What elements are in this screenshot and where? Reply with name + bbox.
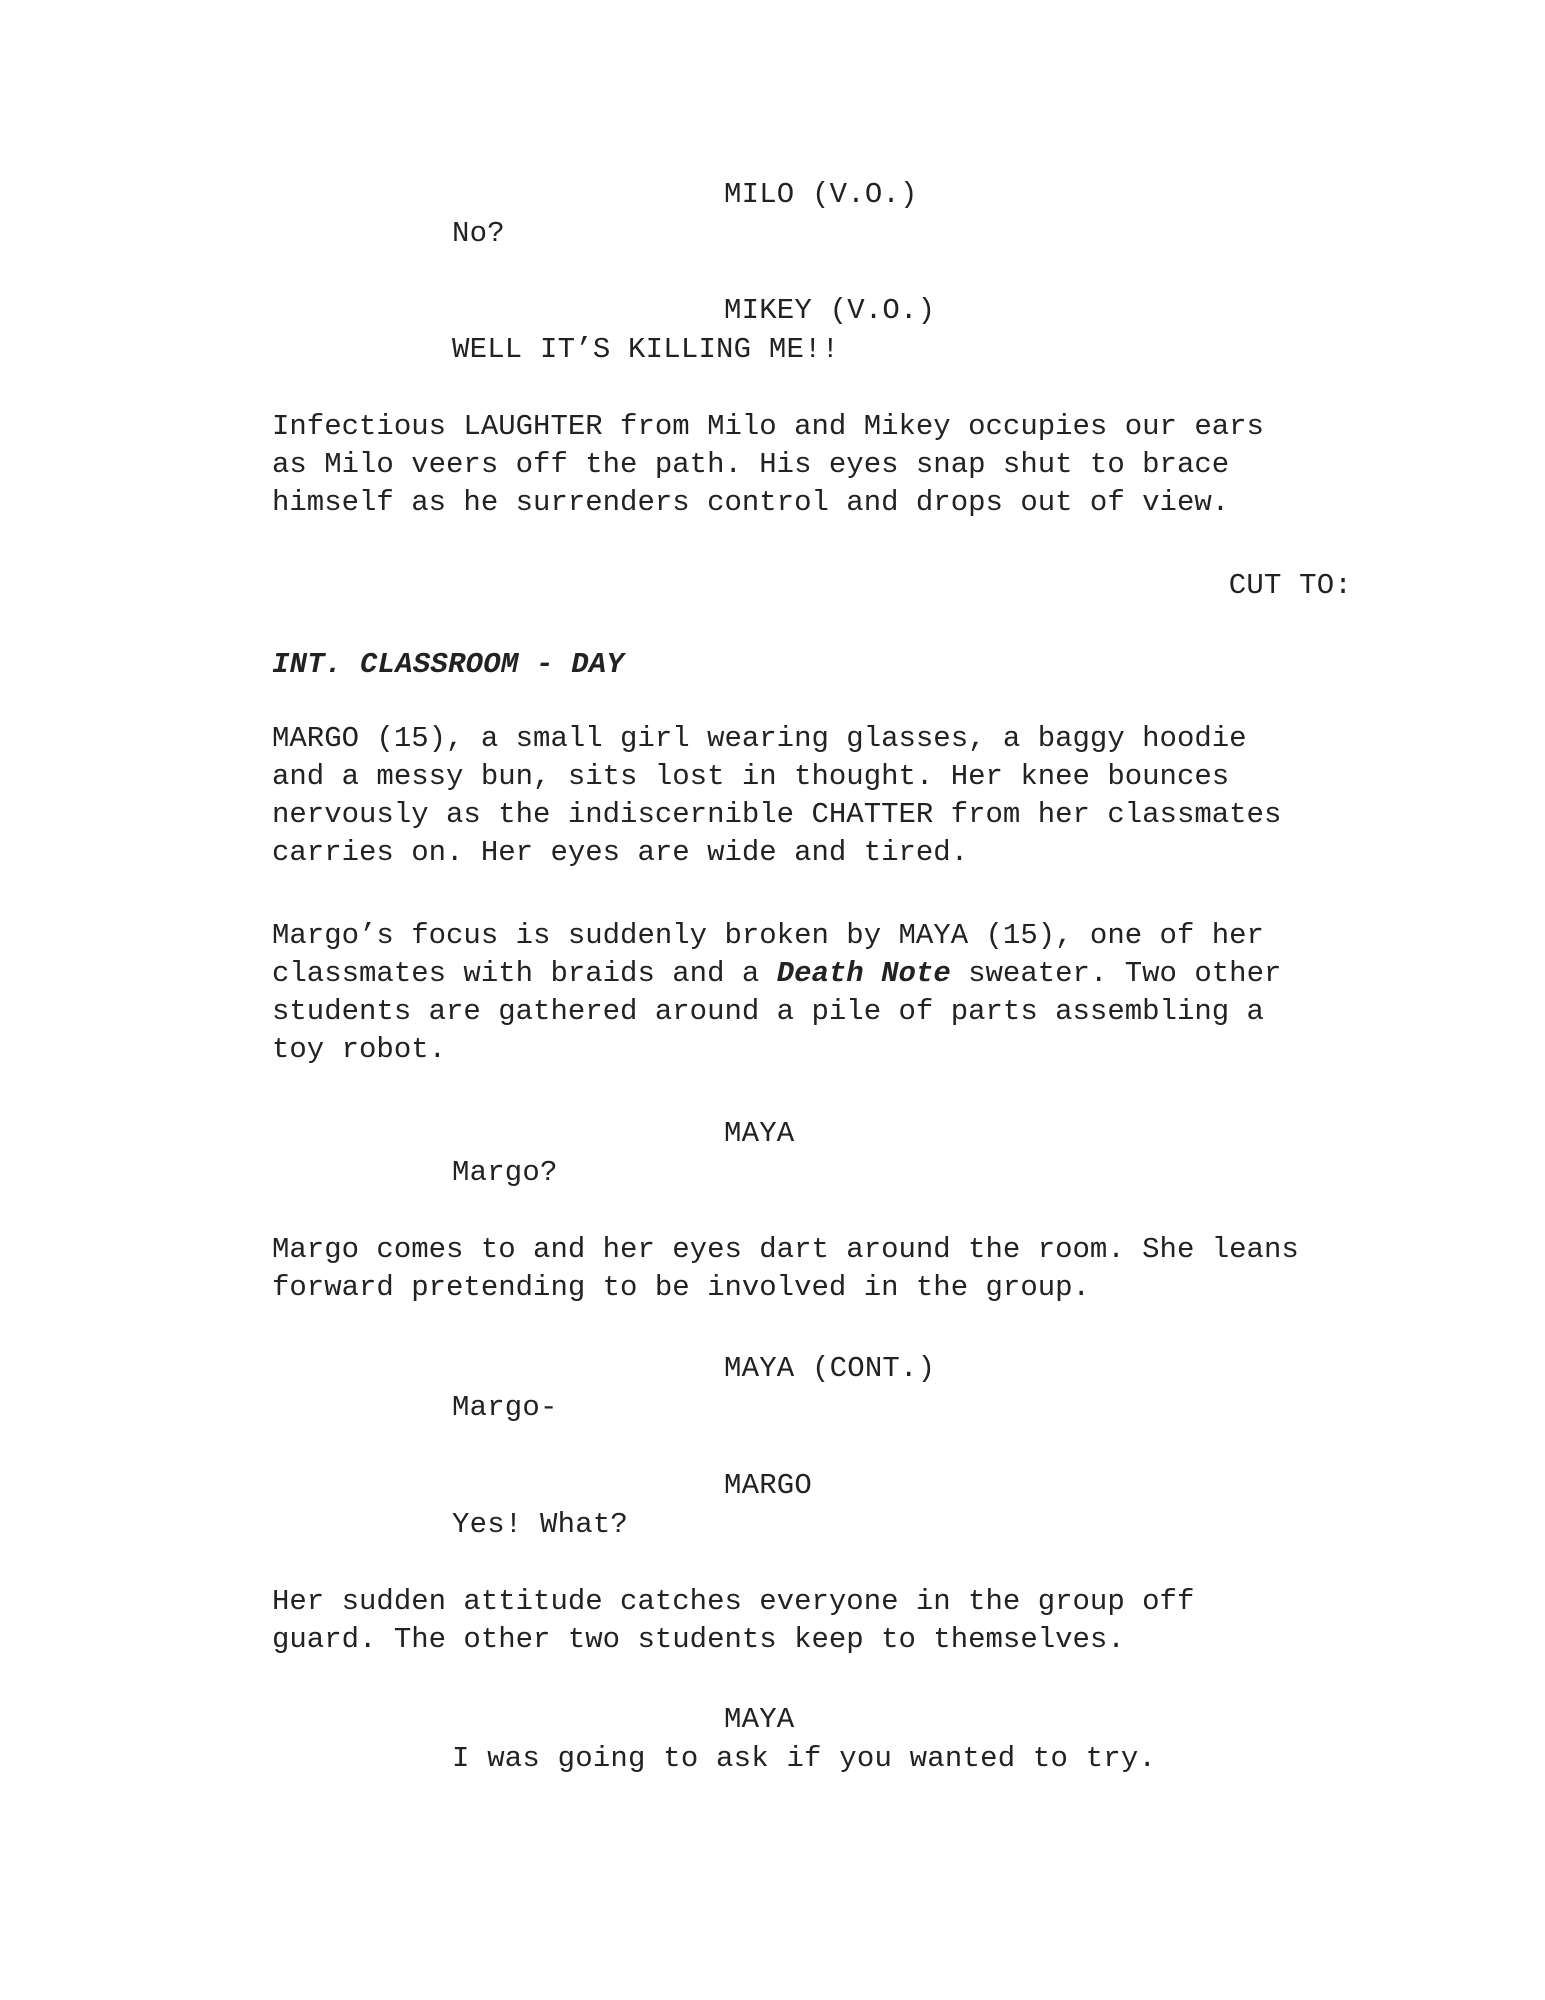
action-line: Margo comes to and her eyes dart around the room. She leans <box>272 1233 1299 1266</box>
action-line: as Milo veers off the path. His eyes snap shut to brace <box>272 448 1230 481</box>
dialogue-maya: Margo? <box>452 1156 558 1189</box>
action-line: Margo’s focus is suddenly broken by MAYA (15), one of her <box>272 919 1264 952</box>
action-line: Her sudden attitude catches everyone in the group off <box>272 1585 1195 1618</box>
emphasized-title: Death Note <box>776 957 951 990</box>
action-line: toy robot. <box>272 1033 447 1066</box>
action-line: and a messy bun, sits lost in thought. Her knee bounces <box>272 760 1230 793</box>
character-cue-maya-cont: MAYA (CONT.) <box>724 1352 936 1385</box>
action-paragraph-1 <box>272 408 1352 522</box>
action-line: carries on. Her eyes are wide and tired. <box>272 836 969 869</box>
character-cue-maya: MAYA <box>724 1117 795 1150</box>
action-text: classmates with braids and a <box>272 957 777 990</box>
scene-heading: INT. CLASSROOM - DAY <box>272 648 625 681</box>
dialogue-maya: I was going to ask if you wanted to try. <box>452 1742 1157 1775</box>
action-line: guard. The other two students keep to themselves. <box>272 1623 1125 1656</box>
character-cue-mikey: MIKEY (V.O.) <box>724 294 936 327</box>
action-paragraph-4 <box>272 1231 1352 1307</box>
action-paragraph-3 <box>272 917 1352 1069</box>
character-cue-milo: MILO (V.O.) <box>724 178 918 211</box>
dialogue-mikey: WELL IT’S KILLING ME!! <box>452 333 840 366</box>
action-line: forward pretending to be involved in the group. <box>272 1271 1090 1304</box>
action-paragraph-5 <box>272 1583 1352 1659</box>
action-line: MARGO (15), a small girl wearing glasses, a baggy hoodie <box>272 722 1247 755</box>
action-paragraph-2 <box>272 720 1352 872</box>
character-cue-margo: MARGO <box>724 1469 813 1502</box>
dialogue-margo: Yes! What? <box>452 1508 629 1541</box>
character-cue-maya: MAYA <box>724 1703 795 1736</box>
dialogue-maya: Margo- <box>452 1391 558 1424</box>
action-line <box>272 955 1352 993</box>
transition: CUT TO: <box>1228 569 1352 602</box>
action-line: nervously as the indiscernible CHATTER from her classmates <box>272 798 1282 831</box>
action-line: Infectious LAUGHTER from Milo and Mikey occupies our ears <box>272 410 1264 443</box>
action-line: himself as he surrenders control and drops out of view. <box>272 486 1230 519</box>
action-line: students are gathered around a pile of parts assembling a <box>272 995 1264 1028</box>
dialogue-milo: No? <box>452 217 505 250</box>
action-text: sweater. Two other <box>950 957 1282 990</box>
